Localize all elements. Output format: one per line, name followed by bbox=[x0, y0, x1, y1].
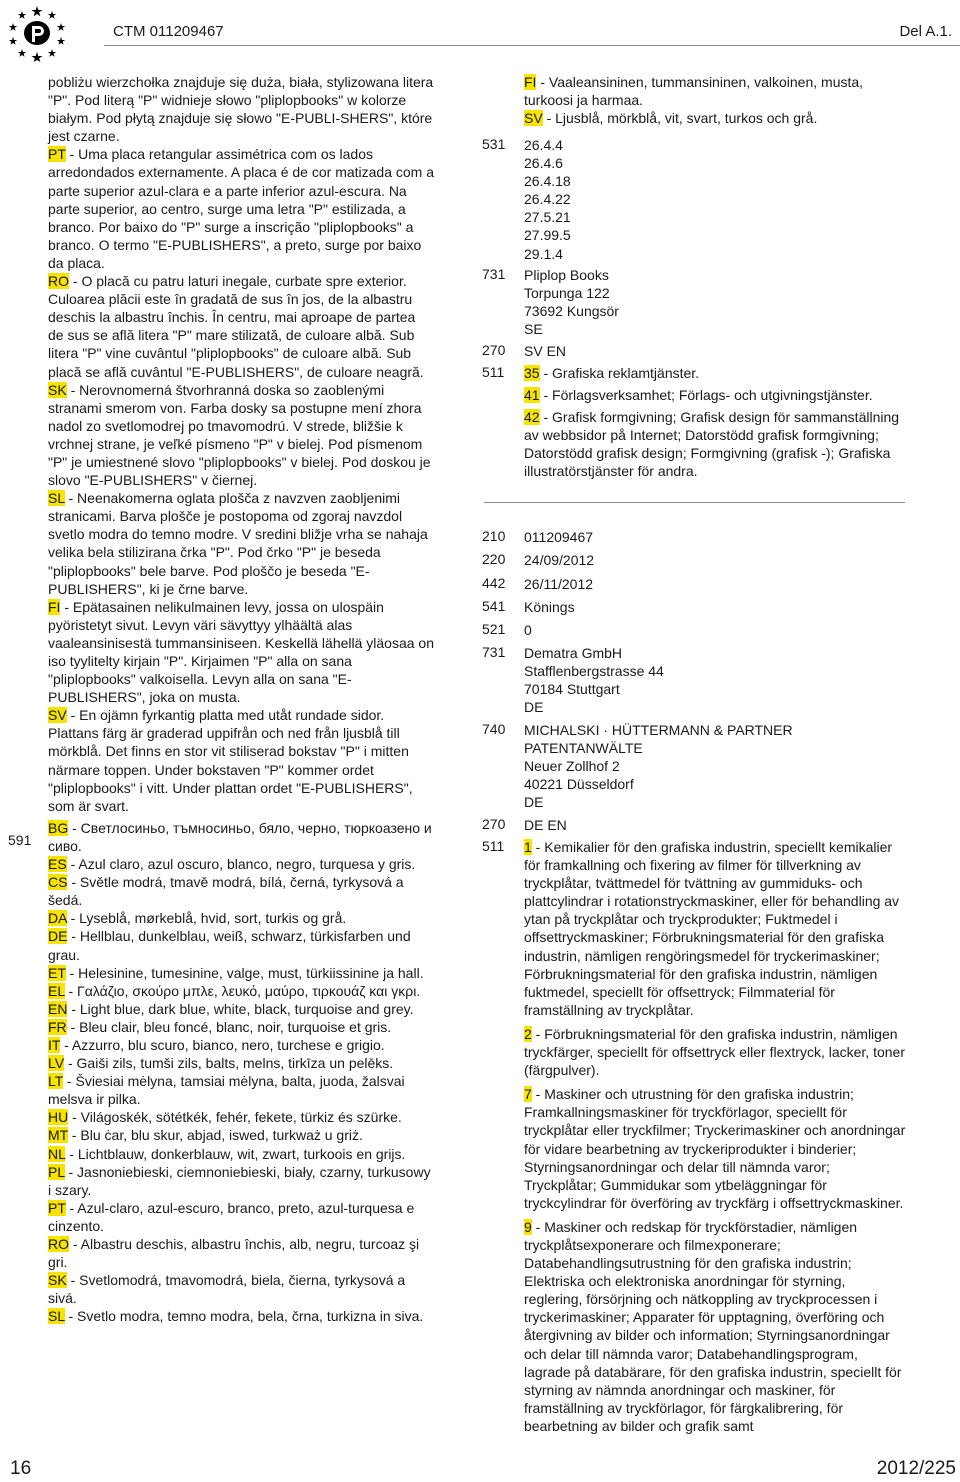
entry bbox=[48, 873, 434, 909]
entry-text: - Albastru deschis, albastru închis, alb, negru, turcoaz şi gri. bbox=[48, 1236, 420, 1271]
colour-claims-continued bbox=[524, 73, 906, 127]
entry bbox=[524, 364, 906, 382]
code-tag: DE bbox=[48, 928, 68, 945]
entry-text: - Ljusblå, mörkblå, vit, svart, turkos och grå. bbox=[542, 110, 818, 127]
entry bbox=[524, 386, 906, 404]
inid-code-511-b: 511 bbox=[482, 838, 505, 854]
filing-date: 24/09/2012 bbox=[524, 552, 595, 568]
code-tag: SL bbox=[48, 490, 65, 507]
inid-521-value: 0 bbox=[524, 622, 532, 638]
entry bbox=[48, 1126, 434, 1144]
code-tag: DA bbox=[48, 910, 67, 927]
entry-text: - Šviesiai mėlyna, tamsiai mėlyna, balta, juoda, žalsvai melsva ir pilka. bbox=[48, 1073, 405, 1108]
code-tag: SV bbox=[48, 707, 67, 724]
code-tag: FI bbox=[524, 74, 537, 90]
entry-text: - Γαλάζιο, σκούρο μπλε, λευκό, μαύρο, τιρκουάζ και γκρι. bbox=[64, 982, 421, 999]
entry-text: - O placă cu patru laturi inegale, curbate spre exterior. Culoarea plăcii este în gradată de sus în jos, de la albastru deschis la albastru închis. În centru, mai aproape de partea de sus se află litera "P" mare stilizată, de culoare albă. Sub litera "P" vine cuvântul "pliplopbooks" de culoare albă. Sub placă se află cuvântul "E-PUBLISHERS", de culoare neagră. bbox=[48, 273, 424, 380]
application-number: 011209467 bbox=[524, 529, 594, 545]
ohim-emblem-icon bbox=[6, 4, 68, 62]
languages-2: DE EN bbox=[524, 817, 567, 833]
code-tag: 2 bbox=[524, 1025, 532, 1042]
code-tag: 41 bbox=[524, 387, 540, 404]
entry bbox=[48, 819, 434, 855]
representative-address: MICHALSKI · HÜTTERMANN & PARTNER PATENTANWÄLTE Neuer Zollhof 2 40221 Düsseldorf DE bbox=[524, 722, 793, 811]
inid-code-521: 521 bbox=[482, 621, 506, 637]
entry bbox=[524, 1085, 906, 1212]
entry-text: - Grafisk formgivning; Grafisk design för sammanställning av webbsidor på Internet; Datorstödd grafisk formgivning; Datorstödd grafisk design; Formgivning (grafisk -); Grafiska illustratörstjänster för andra. bbox=[524, 409, 900, 480]
page-header bbox=[0, 0, 960, 62]
code-tag: FR bbox=[48, 1018, 67, 1035]
entry-text: - Lichtblauw, donkerblauw, wit, zwart, turkoois en grijs. bbox=[65, 1145, 406, 1162]
entry bbox=[48, 1000, 434, 1018]
entry-text: - Maskiner och utrustning för den grafiska industrin; Framkallningsmaskiner för tryckförlagor, speciellt för tryckplåtar eller tryckfilmer; Tryckerimaskiner och anordningar för vidare bearbetning av tryckeriprodukter i binderier; Styrningsanordningar och delar till nämnda varor; Tryckplåtar; Gummidukar som ytbeläggningar för tryckcylindrar för överföring av tryckfärg i offsettryckmaskiner. bbox=[524, 1086, 906, 1211]
code-tag: SL bbox=[48, 1308, 65, 1325]
inid-code-731: 731 bbox=[482, 266, 506, 282]
inid-code-270: 270 bbox=[482, 342, 506, 358]
code-tag: 42 bbox=[524, 409, 540, 426]
entry-separator bbox=[484, 502, 905, 503]
entry bbox=[48, 1108, 434, 1126]
code-tag: CS bbox=[48, 874, 68, 891]
entry-text: - Uma placa retangular assimétrica com os lados arredondados externamente. A placa é de cor matizada com a parte superior azul-clara e a parte inferior azul-escura. Na parte superior, ao centro, surge uma letra "P" estilizada, a branco. Por baixo do "P" surge a inscrição "pliplopbooks" a branco. O termo "E-PUBLISHERS", a preto, surge por baixo da placa. bbox=[48, 146, 435, 271]
polish-description-tail: pobliżu wierzchołka znajduje się duża, biała, stylizowana litera "P". Pod literą "P" widnieje słowo "pliplopbooks" w kolorze białym. Pod płytą znajduje się słowo "E-PUBLI-SHERS", które jest czarne. bbox=[48, 74, 434, 145]
code-tag: PL bbox=[48, 1163, 65, 1180]
inid-code-731-b: 731 bbox=[482, 644, 506, 660]
right-column-top bbox=[524, 73, 906, 127]
owner-address: Pliplop Books Torpunga 122 73692 Kungsör SE bbox=[524, 267, 619, 338]
entry-text: - Epätasainen nelikulmainen levy, jossa on ulospäin pyöristetyt sivut. Levyn väri sävyttyy ylhäältä alas vaaleansinisestä tummansiniseen. Keskellä lähellä yläosaa on iso tyylitelty kirjain "P". Kirjaimen "P" alla on sana "pliplopbooks" valkoisella. Levyn alla on sana "E-PUBLISHERS", joka on musta. bbox=[48, 598, 435, 706]
colour-claims bbox=[48, 819, 434, 1326]
inid-code-442: 442 bbox=[482, 575, 506, 591]
entry-text: - Kemikalier för den grafiska industrin, speciellt kemikalier för framkallning och fixering av filmer för tillverkning av tryckplåtar, tvättmedel för tvättning av gummiduks- och plattcylindrar i rotationstryckmaskiner, eller för behandling av ytan på tryckplåtar och tryckprodukter; Fuktmedel i offsettryckmaskiner; Förbrukningsmaterial för den grafiska industrin, nämligen rengöringsmedel för tryckerimaskiner; Förbrukningsmaterial för den grafiska industrin, nämligen fuktmedel, speciellt för offsettryck; Filmmaterial för framställning av tryckplåtar. bbox=[524, 839, 900, 1018]
document-id: CTM 011209467 bbox=[113, 23, 224, 40]
code-tag: NL bbox=[48, 1145, 66, 1162]
entry-text: - Azul-claro, azul-escuro, branco, preto, azul-turquesa e cinzento. bbox=[48, 1199, 415, 1234]
languages: SV EN bbox=[524, 343, 567, 359]
publication-date: 26/11/2012 bbox=[524, 576, 594, 592]
inid-code-740: 740 bbox=[482, 721, 506, 737]
mark-descriptions bbox=[48, 145, 434, 814]
code-tag: RO bbox=[48, 1236, 69, 1252]
entry bbox=[48, 1054, 434, 1072]
entry bbox=[524, 1218, 906, 1435]
entry bbox=[48, 982, 434, 1000]
owner-address-2: Dematra GmbH Stafflenbergstrasse 44 70184 Stuttgart DE bbox=[524, 645, 664, 716]
entry bbox=[48, 1271, 434, 1307]
entry bbox=[48, 598, 434, 707]
entry-text: - Neenakomerna oglata plošča z navzven zaobljenimi stranicami. Barva plošče je postopoma od zgoraj navzdol svetlo modra do temno modre. V sredini bližje vrha se nahaja velika bela stilizirana črka "P". Pod črko "P" je beseda "pliplopbooks" bele barve. Pod ploščo je beseda "E-PUBLISHERS", ki je črne barve. bbox=[48, 490, 428, 597]
code-tag: SV bbox=[524, 110, 543, 127]
entry bbox=[48, 1235, 434, 1271]
goods-services-list bbox=[524, 364, 906, 481]
left-column bbox=[48, 73, 434, 1325]
code-tag: 35 bbox=[524, 365, 540, 381]
entry bbox=[48, 927, 434, 963]
entry-text: - Förbrukningsmaterial för den grafiska industrin, nämligen tryckfärger, speciellt för offsettryck eller flextryck, lacker, toner (färgpulver). bbox=[524, 1025, 905, 1079]
entry bbox=[48, 964, 434, 982]
bulletin-issue: 2012/225 bbox=[876, 1458, 956, 1479]
entry-text: - Svetlomodrá, tmavomodrá, biela, čierna, tyrkysová a sivá. bbox=[48, 1272, 406, 1307]
entry bbox=[524, 838, 906, 1019]
inid-code-270-b: 270 bbox=[482, 816, 506, 832]
entry-text: - Vaaleansininen, tummansininen, valkoinen, musta, turkoosi ja harmaa. bbox=[524, 74, 864, 109]
inid-code-541: 541 bbox=[482, 598, 506, 614]
entry-text: - Grafiska reklamtjänster. bbox=[539, 365, 700, 381]
code-tag: EN bbox=[48, 1000, 68, 1017]
header-rule bbox=[104, 45, 960, 46]
entry-text: - Világoskék, sötétkék, fehér, fekete, türkiz és szürke. bbox=[68, 1109, 402, 1126]
entry-text: - Light blue, dark blue, white, black, turquoise and grey. bbox=[67, 1000, 414, 1017]
entry bbox=[48, 272, 434, 381]
inid-code-511: 511 bbox=[482, 364, 505, 380]
code-tag: 7 bbox=[524, 1086, 532, 1103]
word-mark: Könings bbox=[524, 599, 575, 615]
entry-text: - Светлосиньо, тъмносиньо, бяло, черно, тюркоазено и сиво. bbox=[48, 819, 432, 854]
code-tag: RO bbox=[48, 273, 69, 290]
goods-services-list-2 bbox=[524, 838, 906, 1435]
inid-code-220: 220 bbox=[482, 551, 506, 567]
entry bbox=[48, 1145, 434, 1163]
code-tag: EL bbox=[48, 982, 65, 999]
entry-text: - Světle modrá, tmavě modrá, bílá, černá, tyrkysová a šedá. bbox=[48, 874, 404, 909]
entry bbox=[524, 73, 906, 109]
entry bbox=[48, 381, 434, 490]
code-tag: PT bbox=[48, 1199, 66, 1216]
code-tag: LT bbox=[48, 1073, 64, 1090]
code-tag: BG bbox=[48, 819, 69, 836]
code-tag: 1 bbox=[524, 839, 532, 855]
entry bbox=[48, 1307, 434, 1325]
code-tag: 9 bbox=[524, 1218, 532, 1235]
entry bbox=[48, 1199, 434, 1235]
entry-text: - En ojämn fyrkantig platta med utåt rundade sidor. Plattans färg är graderad uppifrån och ned från ljusblå till mörkblå. Det finns en stor vit stiliserad bokstav "P" i mitten närmare toppen. Under bokstaven "P" kommer ordet "pliplopbooks" i vitt. Under plattan ordet "E-PUBLISHERS", som är svart. bbox=[48, 707, 413, 814]
entry bbox=[48, 706, 434, 815]
entry bbox=[48, 1018, 434, 1036]
inid-code-531: 531 bbox=[482, 136, 506, 152]
code-tag: MT bbox=[48, 1127, 68, 1144]
entry-text: - Bleu clair, bleu foncé, blanc, noir, turquoise et gris. bbox=[66, 1018, 392, 1035]
code-tag: PT bbox=[48, 146, 66, 163]
vienna-classification: 26.4.4 26.4.6 26.4.18 26.4.22 27.5.21 27.99.5 29.1.4 bbox=[524, 137, 571, 262]
entry-text: - Azul claro, azul oscuro, blanco, negro, turquesa y gris. bbox=[66, 856, 416, 873]
code-tag: IT bbox=[48, 1036, 61, 1053]
entry-text: - Lyseblå, mørkeblå, hvid, sort, turkis og grå. bbox=[66, 910, 347, 927]
entry bbox=[48, 1163, 434, 1199]
code-tag: ES bbox=[48, 856, 67, 873]
document-part: Del A.1. bbox=[899, 23, 952, 40]
entry-text: - Helesinine, tumesinine, valge, must, türkiissinine ja hall. bbox=[65, 964, 424, 981]
code-tag: SK bbox=[48, 381, 67, 398]
code-tag: SK bbox=[48, 1272, 67, 1289]
entry bbox=[48, 145, 434, 272]
entry bbox=[48, 1036, 434, 1054]
inid-code-591: 591 bbox=[8, 832, 32, 848]
inid-code-210: 210 bbox=[482, 528, 506, 544]
entry-text: - Blu ċar, blu skur, abjad, iswed, turkważ u griż. bbox=[67, 1127, 363, 1144]
entry bbox=[524, 1025, 906, 1079]
entry-text: - Gaiši zils, tumši zils, balts, melns, tirkīza un pelēks. bbox=[64, 1055, 394, 1072]
entry bbox=[524, 109, 906, 127]
entry-text: - Svetlo modra, temno modra, bela, črna, turkizna in siva. bbox=[64, 1308, 424, 1325]
entry-text: - Hellblau, dunkelblau, weiß, schwarz, türkisfarben und grau. bbox=[48, 928, 411, 963]
entry-text: - Förlagsverksamhet; Förlags- och utgivningstjänster. bbox=[539, 387, 873, 404]
entry-text: - Nerovnomerná štvorhranná doska so zaoblenými stranami smerom von. Farba dosky sa postupne mení zhora nadol zo svetlomodrej po tmavomodrú. V strede, bližšie k vrchnej strane, je veľké písmeno "P" v bielej. Pod písmenom "P" je umiestnené slovo "pliplopbooks" v bielej. Pod doskou je slovo "E-PUBLISHERS" v čiernej. bbox=[48, 381, 431, 489]
entry-text: - Maskiner och redskap för tryckförstadier, nämligen tryckplåtsexponerare och filmexponerare; Databehandlingsutrustning för den grafiska industrin; Elektriska och elektroniska anordningar för styrning, reglering, försörjning och nätkoppling av tryckprocessen i tryckerimaskiner; Apparater för upptagning, överföring och återgivning av bilder och information; Styrningsanordningar och delar till nämnda varor; Databehandlingsprogram, lagrade på databärare, för den grafiska industrin, speciellt för styrning av nämnda anordningar och maskiner, för framställning av tryckförlagor, för färgkalibrering, för bearbetning av bilder och grafik samt bbox=[524, 1218, 902, 1434]
entry bbox=[48, 909, 434, 927]
code-tag: LV bbox=[48, 1055, 65, 1072]
code-tag: ET bbox=[48, 964, 66, 981]
entry-text: - Jasnoniebieski, ciemnoniebieski, biały, czarny, turkusowy i szary. bbox=[48, 1163, 431, 1198]
entry bbox=[48, 855, 434, 873]
code-tag: FI bbox=[48, 598, 61, 615]
entry-text: - Azzurro, blu scuro, bianco, nero, turchese e grigio. bbox=[60, 1036, 385, 1053]
page-number: 16 bbox=[10, 1458, 32, 1479]
code-tag: HU bbox=[48, 1109, 69, 1126]
entry bbox=[48, 1072, 434, 1108]
entry bbox=[48, 489, 434, 598]
entry bbox=[524, 408, 906, 480]
